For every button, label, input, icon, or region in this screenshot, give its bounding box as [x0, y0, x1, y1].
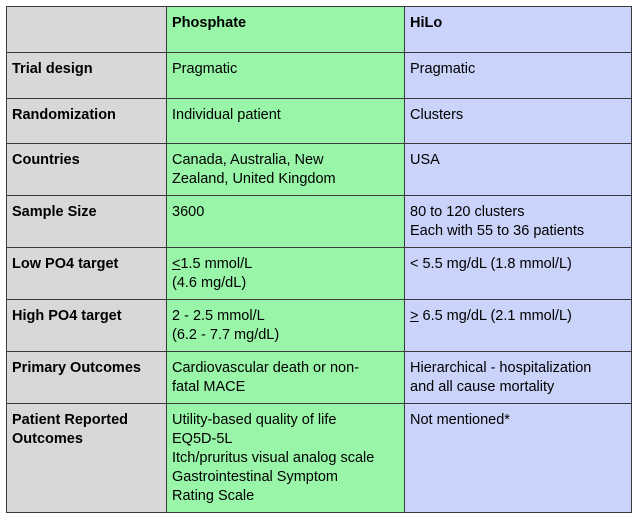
less-equal-symbol: <	[172, 256, 181, 272]
row-countries	[7, 144, 632, 196]
greater-equal-symbol: >	[410, 308, 419, 324]
comparison-table	[6, 6, 632, 513]
phosphate-cell: 3600	[167, 196, 405, 248]
hilo-cell: USA	[405, 144, 632, 196]
hilo-cell: Hierarchical - hospitalization and all cause mortality	[405, 352, 632, 404]
hilo-cell: Pragmatic	[405, 53, 632, 99]
row-randomization	[7, 99, 632, 144]
hilo-cell: Not mentioned*	[405, 404, 632, 513]
row-sample-size	[7, 196, 632, 248]
row-label: Sample Size	[7, 196, 167, 248]
hilo-cell: 80 to 120 clusters Each with 55 to 36 patients	[405, 196, 632, 248]
phosphate-cell: Canada, Australia, New Zealand, United Kingdom	[167, 144, 405, 196]
row-label: High PO4 target	[7, 300, 167, 352]
hilo-cell: > 6.5 mg/dL (2.1 mmol/L)	[405, 300, 632, 352]
column-header-phosphate: Phosphate	[167, 7, 405, 53]
phosphate-cell: 2 - 2.5 mmol/L (6.2 - 7.7 mg/dL)	[167, 300, 405, 352]
phosphate-cell: Utility-based quality of life EQ5D-5L Itch/pruritus visual analog scale Gastrointestinal Symptom Rating Scale	[167, 404, 405, 513]
row-patient-reported-outcomes	[7, 404, 632, 513]
phosphate-cell: Cardiovascular death or non- fatal MACE	[167, 352, 405, 404]
row-label: Trial design	[7, 53, 167, 99]
column-header-hilo: HiLo	[405, 7, 632, 53]
hilo-cell: < 5.5 mg/dL (1.8 mmol/L)	[405, 248, 632, 300]
row-label: Patient Reported Outcomes	[7, 404, 167, 513]
row-trial-design	[7, 53, 632, 99]
row-label: Countries	[7, 144, 167, 196]
row-high-po4-target	[7, 300, 632, 352]
row-low-po4-target	[7, 248, 632, 300]
corner-cell	[7, 7, 167, 53]
row-label: Randomization	[7, 99, 167, 144]
row-label: Low PO4 target	[7, 248, 167, 300]
row-label: Primary Outcomes	[7, 352, 167, 404]
phosphate-cell: <1.5 mmol/L (4.6 mg/dL)	[167, 248, 405, 300]
hilo-cell: Clusters	[405, 99, 632, 144]
phosphate-cell: Pragmatic	[167, 53, 405, 99]
header-row	[7, 7, 632, 53]
phosphate-cell: Individual patient	[167, 99, 405, 144]
row-primary-outcomes	[7, 352, 632, 404]
